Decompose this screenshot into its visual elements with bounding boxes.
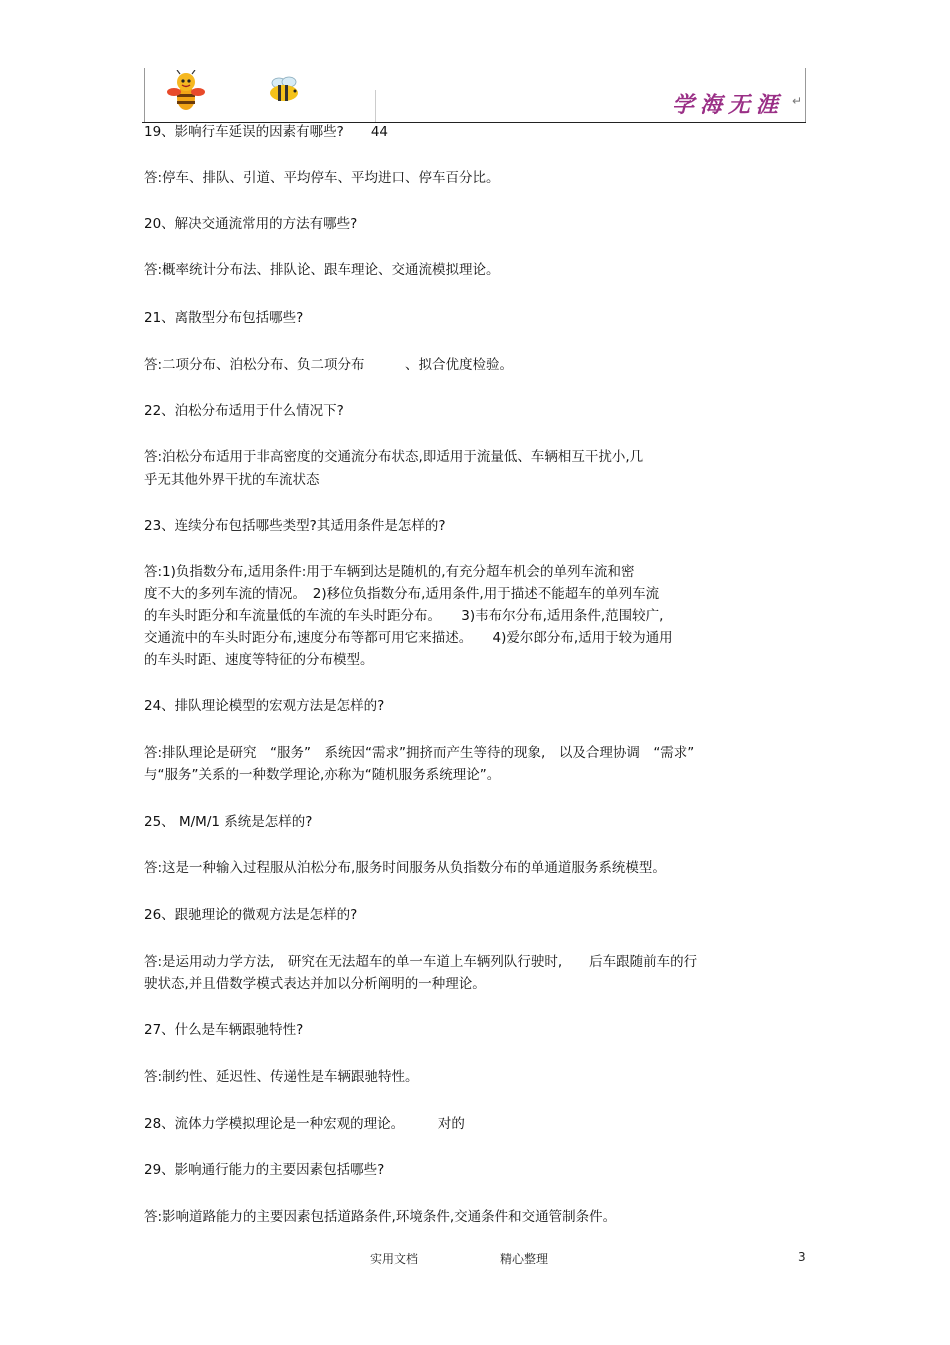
page-header — [142, 68, 806, 123]
question-24: 24、排队理论模型的宏观方法是怎样的? — [144, 698, 385, 714]
answer-24-line-2: 与“服务”关系的一种数学理论,亦称为“随机服务系统理论”。 — [144, 767, 501, 783]
bee-icon — [266, 76, 302, 104]
answer-23-line-3: 的车头时距分和车流量低的车流的车头时距分布。 3)韦布尔分布,适用条件,范围较广, — [144, 608, 664, 624]
footer-center-text: 精心整理 — [500, 1252, 549, 1266]
paragraph-return-mark: ↵ — [791, 94, 802, 108]
question-29: 29、影响通行能力的主要因素包括哪些? — [144, 1162, 385, 1178]
header-left-border — [144, 68, 145, 123]
answer-23-line-2: 度不大的多列车流的情况。 2)移位负指数分布,适用条件,用于描述不能超车的单列车流 — [144, 586, 660, 602]
answer-26-line-1: 答:是运用动力学方法, 研究在无法超车的单一车道上车辆列队行驶时, 后车跟随前车的行 — [144, 954, 698, 970]
answer-21: 答:二项分布、泊松分布、负二项分布 、拟合优度检验。 — [144, 357, 514, 373]
question-20: 20、解决交通流常用的方法有哪些? — [144, 216, 358, 232]
question-28: 28、流体力学模拟理论是一种宏观的理论。 对的 — [144, 1116, 465, 1132]
answer-26-line-2: 驶状态,并且借数学模式表达并加以分析阐明的一种理论。 — [144, 976, 486, 992]
answer-23-line-5: 的车头时距、速度等特征的分布模型。 — [144, 652, 374, 668]
answer-25: 答:这是一种输入过程服从泊松分布,服务时间服务从负指数分布的单通道服务系统模型。 — [144, 860, 666, 876]
answer-24-line-1: 答:排队理论是研究 “服务” 系统因“需求”拥挤而产生等待的现象, 以及合理协调 “需求” — [144, 745, 695, 761]
question-22: 22、泊松分布适用于什么情况下? — [144, 403, 344, 419]
bee-mascot-icon — [166, 70, 206, 114]
answer-23-line-1: 答:1)负指数分布,适用条件:用于车辆到达是随机的,有充分超车机会的单列车流和密 — [144, 564, 635, 580]
page-number: 3 — [798, 1250, 806, 1264]
answer-27: 答:制约性、延迟性、传递性是车辆跟驰特性。 — [144, 1069, 419, 1085]
question-21: 21、离散型分布包括哪些? — [144, 310, 304, 326]
answer-23-line-4: 交通流中的车头时距分布,速度分布等都可用它来描述。 4)爱尔郎分布,适用于较为通用 — [144, 630, 673, 646]
header-right-border — [805, 68, 806, 123]
question-27: 27、什么是车辆跟驰特性? — [144, 1022, 304, 1038]
answer-22-line-2: 乎无其他外界干扰的车流状态 — [144, 472, 320, 488]
footer-left-text: 实用文档 — [370, 1252, 419, 1266]
question-25: 25、 M/M/1 系统是怎样的? — [144, 814, 313, 830]
question-19: 19、影响行车延误的因素有哪些? 44 — [144, 124, 389, 140]
question-26: 26、跟驰理论的微观方法是怎样的? — [144, 907, 358, 923]
answer-19: 答:停车、排队、引道、平均停车、平均进口、停车百分比。 — [144, 170, 500, 186]
answer-20: 答:概率统计分布法、排队论、跟车理论、交通流模拟理论。 — [144, 262, 500, 278]
answer-22-line-1: 答:泊松分布适用于非高密度的交通流分布状态,即适用于流量低、车辆相互干扰小,几 — [144, 449, 644, 465]
question-23: 23、连续分布包括哪些类型?其适用条件是怎样的? — [144, 518, 446, 534]
answer-29: 答:影响道路能力的主要因素包括道路条件,环境条件,交通条件和交通管制条件。 — [144, 1209, 617, 1225]
brand-logo-text: 学海无涯 — [671, 92, 784, 118]
header-divider — [375, 90, 376, 123]
